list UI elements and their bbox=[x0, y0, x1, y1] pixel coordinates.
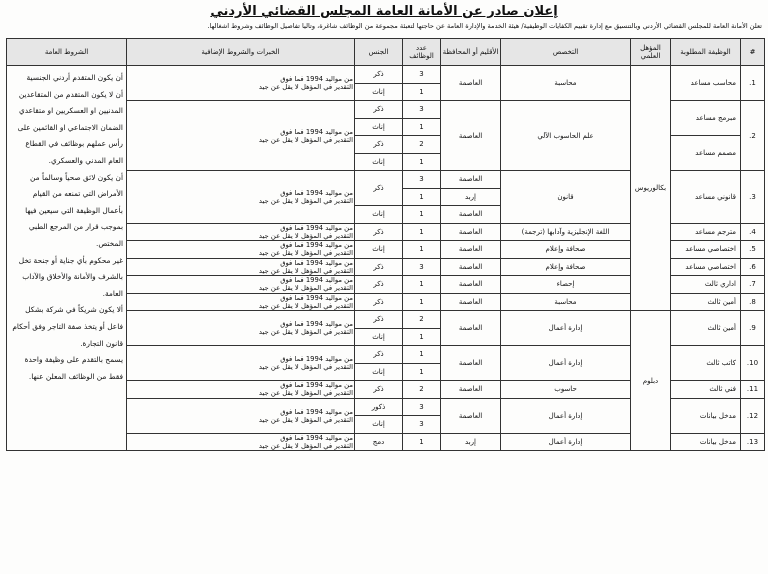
birth-condition: من مواليد 1994 فما فوق bbox=[280, 223, 353, 232]
job-title: كاتب ثالث bbox=[671, 346, 741, 381]
gender: ذكر bbox=[355, 293, 403, 311]
grade-condition: التقدير في المؤهل لا يقل عن جيد bbox=[258, 83, 353, 91]
job-title: اختصاصي مساعد bbox=[671, 241, 741, 259]
row-number: 9. bbox=[741, 311, 765, 346]
header-job: الوظيفة المطلوبة bbox=[671, 39, 741, 66]
birth-condition: من مواليد 1994 فما فوق bbox=[280, 276, 353, 285]
row-number: 1. bbox=[741, 66, 765, 101]
vacancy-count: 1 bbox=[403, 328, 441, 346]
extra-conditions bbox=[127, 433, 355, 451]
birth-condition: من مواليد 1994 فما فوق bbox=[280, 355, 353, 363]
extra-conditions bbox=[127, 66, 355, 101]
grade-condition: التقدير في المؤهل لا يقل عن جيد bbox=[258, 363, 353, 371]
specialization: حاسوب bbox=[501, 381, 631, 399]
job-title: مصمم مساعد bbox=[671, 136, 741, 171]
row-number: 10. bbox=[741, 346, 765, 381]
intro-text: تعلن الأمانة العامة للمجلس القضائي الأردني وبالتنسيق مع إدارة تقييم الكفايات الوظيفية/ هيئة الخدمة والإدارة العامة عن حاجتها لتعبئة مجموعة من الوظائف شاغرة، وتاليا تفاصيل الوظائف وشروط اشغالها. bbox=[207, 22, 762, 30]
region: العاصمة bbox=[441, 66, 501, 101]
birth-condition: من مواليد 1994 فما فوق bbox=[280, 188, 353, 197]
birth-condition: من مواليد 1994 فما فوق bbox=[280, 293, 353, 302]
specialization: محاسبة bbox=[501, 66, 631, 101]
extra-conditions bbox=[127, 381, 355, 399]
general-condition-item: أن يكون لائق صحياً وسالماً من الأمراض التي تمنعه من القيام بأعمال الوظيفة التي سيعين فيها بموجب قرار من المرجع الطبي المختص. bbox=[25, 172, 123, 248]
extra-conditions bbox=[127, 258, 355, 276]
header-qualification: المؤهل العلمي bbox=[631, 39, 671, 66]
extra-conditions bbox=[127, 171, 355, 224]
extra-conditions bbox=[127, 101, 355, 171]
vacancy-count: 1 bbox=[403, 293, 441, 311]
extra-conditions bbox=[127, 223, 355, 241]
vacancy-count: 3 bbox=[403, 398, 441, 416]
birth-condition: من مواليد 1994 فما فوق bbox=[280, 258, 353, 267]
vacancy-count: 3 bbox=[403, 258, 441, 276]
row-number: 11. bbox=[741, 381, 765, 399]
birth-condition: من مواليد 1994 فما فوق bbox=[280, 433, 353, 442]
birth-condition: من مواليد 1994 فما فوق bbox=[280, 127, 353, 136]
general-condition-item: أن يكون المتقدم أردني الجنسية bbox=[26, 73, 123, 82]
specialization: قانون bbox=[501, 171, 631, 224]
row-number: 5. bbox=[741, 241, 765, 259]
gender: ذكر bbox=[355, 346, 403, 364]
gender: ذكر bbox=[355, 101, 403, 119]
grade-condition: التقدير في المؤهل لا يقل عن جيد bbox=[258, 249, 353, 258]
gender: إناث bbox=[355, 153, 403, 171]
general-condition-item: ألا يكون شريكاً في شركة بشكل فاعل أو يتخذ صفة التاجر وفق أحكام قانون التجارة. bbox=[12, 305, 123, 348]
gender: ذكر bbox=[355, 276, 403, 294]
vacancy-count: 1 bbox=[403, 206, 441, 224]
region: العاصمة bbox=[441, 223, 501, 241]
region: العاصمة bbox=[441, 398, 501, 433]
row-number: 3. bbox=[741, 171, 765, 224]
grade-condition: التقدير في المؤهل لا يقل عن جيد bbox=[258, 415, 353, 424]
header-gender: الجنس bbox=[355, 39, 403, 66]
extra-conditions bbox=[127, 346, 355, 381]
specialization: إدارة أعمال bbox=[501, 346, 631, 381]
header-general-conditions: الشروط العامة bbox=[7, 39, 127, 66]
vacancy-count: 2 bbox=[403, 381, 441, 399]
specialization: اللغة الإنجليزية وآدابها (ترجمة) bbox=[501, 223, 631, 241]
row-number: 4. bbox=[741, 223, 765, 241]
vacancy-count: 1 bbox=[403, 118, 441, 136]
header-region: الأقليم أو المحافظة bbox=[441, 39, 501, 66]
gender: إناث bbox=[355, 328, 403, 346]
job-title: مبرمج مساعد bbox=[671, 101, 741, 136]
specialization: صحافة وإعلام bbox=[501, 241, 631, 259]
gender: إناث bbox=[355, 416, 403, 434]
row-number: 2. bbox=[741, 101, 765, 171]
region: العاصمة bbox=[441, 101, 501, 171]
vacancy-count: 1 bbox=[403, 276, 441, 294]
grade-condition: التقدير في المؤهل لا يقل عن جيد bbox=[258, 231, 353, 240]
header-num: # bbox=[741, 39, 765, 66]
specialization: علم الحاسوب الآلي bbox=[501, 101, 631, 171]
gender: إناث bbox=[355, 83, 403, 101]
grade-condition: التقدير في المؤهل لا يقل عن جيد bbox=[258, 441, 353, 450]
vacancy-count: 1 bbox=[403, 433, 441, 451]
qualification: بكالوريوس bbox=[631, 66, 671, 311]
region: العاصمة bbox=[441, 171, 501, 189]
vacancy-count: 3 bbox=[403, 171, 441, 189]
region: العاصمة bbox=[441, 346, 501, 381]
gender: ذكر bbox=[355, 66, 403, 84]
grade-condition: التقدير في المؤهل لا يقل عن جيد bbox=[258, 301, 353, 310]
region: العاصمة bbox=[441, 311, 501, 346]
grade-condition: التقدير في المؤهل لا يقل عن جيد bbox=[258, 135, 353, 144]
region: إربد bbox=[441, 188, 501, 206]
specialization: محاسبة bbox=[501, 293, 631, 311]
gender: ذكر bbox=[355, 136, 403, 154]
vacancy-count: 3 bbox=[403, 416, 441, 434]
header-count: عدد الوظائف bbox=[403, 39, 441, 66]
vacancy-count: 1 bbox=[403, 153, 441, 171]
job-title: اداري ثالث bbox=[671, 276, 741, 294]
row-number: 7. bbox=[741, 276, 765, 294]
gender: ذكر bbox=[355, 311, 403, 329]
gender: إناث bbox=[355, 206, 403, 224]
job-title: مدخل بيانات bbox=[671, 398, 741, 433]
extra-conditions bbox=[127, 276, 355, 294]
gender: دمج bbox=[355, 433, 403, 451]
jobs-table bbox=[6, 38, 765, 451]
job-title: مدخل بيانات bbox=[671, 433, 741, 451]
header-extra-conditions: الخبرات والشروط الإضافية bbox=[127, 39, 355, 66]
birth-condition: من مواليد 1994 فما فوق bbox=[280, 241, 353, 250]
region: العاصمة bbox=[441, 241, 501, 259]
row-number: 12. bbox=[741, 398, 765, 433]
row-number: 8. bbox=[741, 293, 765, 311]
vacancy-count: 2 bbox=[403, 311, 441, 329]
grade-condition: التقدير في المؤهل لا يقل عن جيد bbox=[258, 266, 353, 275]
general-condition-item: أن لا يكون المتقدم من المتقاعدين المدنيين او العسكريين او متقاعدي الضمان الاجتماعي او القائمين على رأس عملهم بوظائف في القطاع العام المدني والعسكري. bbox=[17, 89, 123, 165]
job-title: اختصاصي مساعد bbox=[671, 258, 741, 276]
extra-conditions bbox=[127, 293, 355, 311]
general-conditions bbox=[7, 66, 127, 451]
extra-conditions bbox=[127, 241, 355, 259]
specialization: إحصاء bbox=[501, 276, 631, 294]
gender: ذكر bbox=[355, 381, 403, 399]
region: العاصمة bbox=[441, 293, 501, 311]
extra-conditions bbox=[127, 398, 355, 433]
general-condition-item: غير محكوم بأي جناية أو جنحة تخل بالشرف والأمانة والأخلاق والآداب العامة. bbox=[18, 255, 123, 298]
qualification: دبلوم bbox=[631, 311, 671, 451]
table-row bbox=[7, 66, 765, 84]
region: إربد bbox=[441, 433, 501, 451]
grade-condition: التقدير في المؤهل لا يقل عن جيد bbox=[258, 284, 353, 293]
specialization: إدارة أعمال bbox=[501, 398, 631, 433]
grade-condition: التقدير في المؤهل لا يقل عن جيد bbox=[258, 196, 353, 205]
vacancy-count: 1 bbox=[403, 241, 441, 259]
gender: إناث bbox=[355, 363, 403, 381]
specialization: إدارة أعمال bbox=[501, 433, 631, 451]
job-title: قانوني مساعد bbox=[671, 171, 741, 224]
gender: ذكر bbox=[355, 223, 403, 241]
region: العاصمة bbox=[441, 206, 501, 224]
vacancy-count: 3 bbox=[403, 66, 441, 84]
vacancy-count: 1 bbox=[403, 363, 441, 381]
region: العاصمة bbox=[441, 276, 501, 294]
extra-conditions bbox=[127, 311, 355, 346]
vacancy-count: 1 bbox=[403, 223, 441, 241]
gender: ذكور bbox=[355, 398, 403, 416]
grade-condition: التقدير في المؤهل لا يقل عن جيد bbox=[258, 328, 353, 336]
specialization: صحافة وإعلام bbox=[501, 258, 631, 276]
gender: ذكر bbox=[355, 258, 403, 276]
vacancy-count: 3 bbox=[403, 101, 441, 119]
gender: إناث bbox=[355, 118, 403, 136]
birth-condition: من مواليد 1994 فما فوق bbox=[280, 407, 353, 416]
job-title: فني ثالث bbox=[671, 381, 741, 399]
job-title: أمين ثالث bbox=[671, 293, 741, 311]
general-condition-item: يسمح بالتقدم على وظيفة واحدة فقط من الوظائف المعلن عنها. bbox=[24, 355, 123, 381]
header-specialization: التخصص bbox=[501, 39, 631, 66]
vacancy-count: 2 bbox=[403, 136, 441, 154]
vacancy-count: 1 bbox=[403, 83, 441, 101]
birth-condition: من مواليد 1994 فما فوق bbox=[280, 320, 353, 328]
row-number: 6. bbox=[741, 258, 765, 276]
grade-condition: التقدير في المؤهل لا يقل عن جيد bbox=[258, 389, 353, 398]
gender: إناث bbox=[355, 241, 403, 259]
region: العاصمة bbox=[441, 381, 501, 399]
region: العاصمة bbox=[441, 258, 501, 276]
page-title: إعلان صادر عن الأمانة العامة المجلس القضائي الأردني bbox=[210, 4, 558, 19]
job-title: مترجم مساعد bbox=[671, 223, 741, 241]
job-title: أمين ثالث bbox=[671, 311, 741, 346]
birth-condition: من مواليد 1994 فما فوق bbox=[280, 381, 353, 390]
gender: ذكر bbox=[355, 171, 403, 206]
row-number: 13. bbox=[741, 433, 765, 451]
specialization: إدارة أعمال bbox=[501, 311, 631, 346]
job-title: محاسب مساعد bbox=[671, 66, 741, 101]
vacancy-count: 1 bbox=[403, 346, 441, 364]
vacancy-count: 1 bbox=[403, 188, 441, 206]
birth-condition: من مواليد 1994 فما فوق bbox=[280, 75, 353, 83]
table-header-row bbox=[7, 39, 765, 66]
table-body bbox=[7, 66, 765, 451]
